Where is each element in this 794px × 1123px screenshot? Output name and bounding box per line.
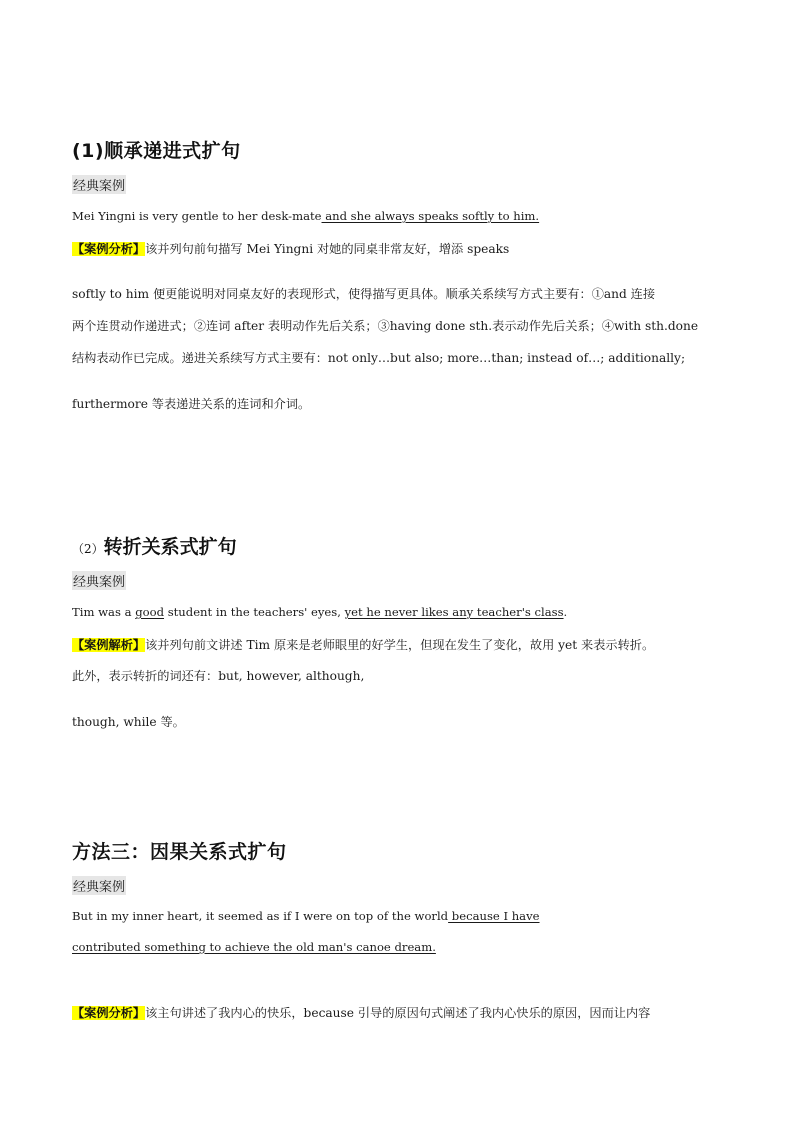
section2-heading-text: 转折关系式扩句 xyxy=(103,536,237,558)
section2-case-tag: 经典案例 xyxy=(72,571,126,590)
section3-example-plain: But in my inner heart, it seemed as if I were on top of the world xyxy=(72,909,449,923)
section2-example-good: good xyxy=(135,605,165,619)
section2-analysis-text: 该并列句前文讲述 Tim 原来是老师眼里的好学生，但现在发生了变化，故用 yet 来表示转折。 xyxy=(145,638,655,652)
section1-example xyxy=(72,209,539,223)
section1-analysis-line4: 结构表动作已完成。递进关系续写方式主要有：not only…but also; more…than; instead of…; additionally; xyxy=(72,351,686,365)
section3-example-underlined1: because I have xyxy=(448,909,540,923)
section3-analysis-label: 【案例分析】 xyxy=(72,1006,146,1020)
section2-example xyxy=(72,605,567,619)
section3-analysis-text: 该主句讲述了我内心的快乐，because 引导的原因句式阐述了我内心快乐的原因，因而让内容 xyxy=(145,1006,651,1020)
section1-analysis-line3: 两个连贯动作递进式；②连词 after 表明动作先后关系；③having done sth.表示动作先后关系；④with sth.done xyxy=(72,319,699,333)
section1-analysis-line5: furthermore 等表递进关系的连词和介词。 xyxy=(72,397,311,411)
section2-analysis-line3: though, while 等。 xyxy=(72,715,185,729)
section1-example-underlined: and she always speaks softly to him. xyxy=(321,209,540,223)
section2-analysis-line2: 此外，表示转折的词还有：but, however, although, xyxy=(72,669,365,683)
section1-analysis-text: 该并列句前句描写 Mei Yingni 对她的同桌非常友好，增添 speaks xyxy=(145,242,510,256)
section1-example-plain: Mei Yingni is very gentle to her desk-mate xyxy=(72,209,322,223)
section1-analysis-label: 【案例分析】 xyxy=(72,242,146,256)
section2-analysis-label: 【案例解析】 xyxy=(72,638,146,652)
section3-heading: 方法三：因果关系式扩句 xyxy=(72,841,287,863)
section2-heading xyxy=(72,532,237,559)
section1-analysis-line2: softly to him 便更能说明对同桌友好的表现形式，使得描写更具体。顺承关系续写方式主要有：①and 连接 xyxy=(72,287,656,301)
section2-analysis-line1 xyxy=(72,636,654,653)
section3-case-tag: 经典案例 xyxy=(72,876,126,895)
section1-heading: (1)顺承递进式扩句 xyxy=(72,140,241,162)
section2-example-part2: student in the teachers' eyes, xyxy=(164,605,345,619)
section1-analysis-line1 xyxy=(72,240,509,257)
section2-example-part1: Tim was a xyxy=(72,605,136,619)
section2-example-end: . xyxy=(563,605,568,619)
section3-example-line2: contributed something to achieve the old man's canoe dream. xyxy=(72,940,436,954)
section2-heading-num: （2） xyxy=(72,542,104,556)
section1-case-tag: 经典案例 xyxy=(72,175,126,194)
section3-example-line1 xyxy=(72,909,540,923)
section2-example-underlined: yet he never likes any teacher's class xyxy=(344,605,564,619)
section3-analysis-line1 xyxy=(72,1004,650,1021)
